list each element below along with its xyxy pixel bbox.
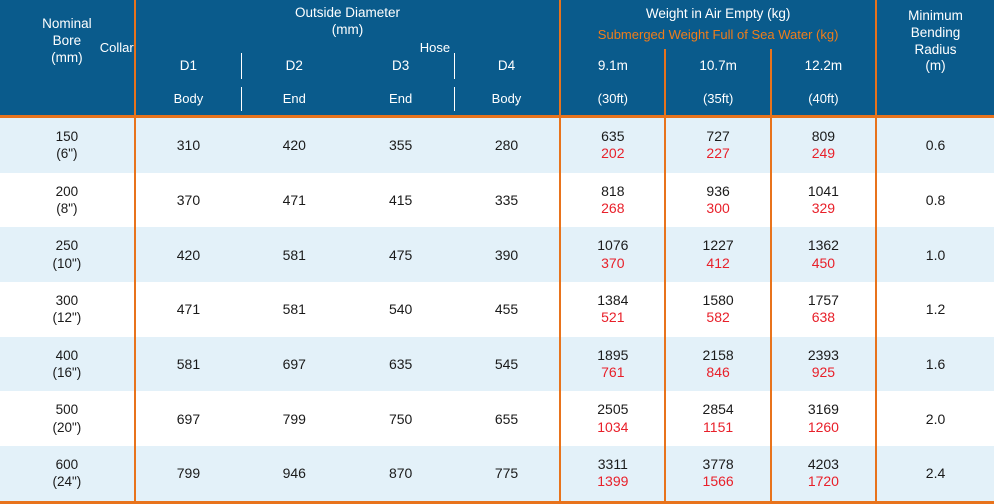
- weight-submerged: 1260: [807, 418, 839, 435]
- cell-d4: 655: [454, 391, 560, 446]
- header-hose-label: Hose: [419, 39, 451, 55]
- table-body: [0, 118, 994, 504]
- header-row-groups: [0, 0, 994, 25]
- weight-submerged: 450: [811, 254, 836, 271]
- weight-air: 3169: [807, 401, 839, 418]
- bore-mm: 200: [55, 183, 79, 199]
- header-d4-sub-text: Body: [491, 91, 522, 106]
- cell-weight-10-7m: [665, 391, 770, 446]
- header-d2-sub: [241, 83, 347, 115]
- table-row: [0, 282, 994, 337]
- bore-inch: (10"): [52, 255, 82, 271]
- weight-submerged: 1720: [807, 473, 839, 490]
- cell-weight-10-7m: [665, 446, 770, 501]
- header-d4-sub: [454, 83, 560, 115]
- cell-d3: 355: [347, 118, 453, 173]
- bore-mm: 150: [55, 128, 79, 144]
- cell-weight-9-1m: [560, 118, 665, 173]
- weight-submerged: 329: [811, 200, 836, 217]
- cell-bending-radius: 1.6: [876, 337, 994, 392]
- header-length-12-2m-ft: (40ft): [771, 83, 876, 115]
- weight-submerged: 1151: [703, 418, 734, 435]
- header-outside-diameter-line2: (mm): [331, 21, 364, 37]
- table-row: [0, 173, 994, 228]
- weight-air: 727: [706, 127, 730, 144]
- cell-d1: 697: [135, 391, 241, 446]
- table-row: [0, 446, 994, 501]
- weight-submerged: 638: [811, 309, 836, 326]
- header-d4-text: D4: [497, 57, 516, 73]
- cell-nominal-bore: [0, 227, 135, 282]
- header-length-9-1m: 9.1m: [560, 49, 665, 83]
- weight-air: 2854: [702, 401, 734, 418]
- weight-submerged: 582: [706, 309, 730, 326]
- cell-nominal-bore: [0, 337, 135, 392]
- cell-d4: 335: [454, 173, 560, 228]
- weight-air: 1757: [807, 291, 839, 308]
- header-weight-in-air: Weight in Air Empty (kg): [560, 0, 876, 25]
- bore-mm: 400: [55, 347, 79, 363]
- weight-submerged: 1566: [702, 473, 734, 490]
- cell-d3: 415: [347, 173, 453, 228]
- header-nominal-bore-line2: Bore: [52, 33, 82, 49]
- header-bend-line1: Minimum: [908, 7, 963, 23]
- cell-d2: 581: [241, 282, 347, 337]
- weight-submerged: 761: [601, 364, 625, 381]
- cell-bending-radius: 1.2: [876, 282, 994, 337]
- cell-d1: 471: [135, 282, 241, 337]
- cell-d2: 471: [241, 173, 347, 228]
- header-bend-line3: Radius: [914, 41, 957, 57]
- cell-d2: 420: [241, 118, 347, 173]
- header-d2-sub-text: End: [282, 91, 306, 106]
- cell-d3: 870: [347, 446, 453, 501]
- cell-weight-10-7m: [665, 337, 770, 392]
- cell-weight-12-2m: [771, 446, 876, 501]
- cell-weight-12-2m: [771, 391, 876, 446]
- weight-air: 1362: [807, 237, 839, 254]
- cell-bending-radius: 0.6: [876, 118, 994, 173]
- cell-weight-9-1m: [560, 282, 665, 337]
- header-d2-text: D2: [285, 57, 303, 73]
- cell-weight-12-2m: [771, 227, 876, 282]
- header-length-9-1m-ft: (30ft): [560, 83, 665, 115]
- cell-nominal-bore: [0, 118, 135, 173]
- cell-d3: 475: [347, 227, 453, 282]
- weight-submerged: 370: [601, 254, 625, 271]
- cell-bending-radius: 1.0: [876, 227, 994, 282]
- bore-inch: (24"): [52, 474, 82, 490]
- cell-d4: 775: [454, 446, 560, 501]
- bore-inch: (20"): [52, 419, 82, 435]
- cell-weight-9-1m: [560, 173, 665, 228]
- bore-inch: (12"): [52, 310, 82, 326]
- bore-inch: (16"): [52, 365, 82, 381]
- header-d4: [419, 39, 560, 83]
- cell-weight-12-2m: [771, 173, 876, 228]
- cell-weight-9-1m: [560, 446, 665, 501]
- header-d3-text: D3: [391, 57, 410, 73]
- cell-bending-radius: 2.0: [876, 391, 994, 446]
- cell-nominal-bore: [0, 173, 135, 228]
- weight-submerged: 227: [706, 145, 730, 162]
- cell-d4: 545: [454, 337, 560, 392]
- weight-submerged: 846: [706, 364, 730, 381]
- weight-air: 2393: [807, 346, 839, 363]
- cell-weight-9-1m: [560, 337, 665, 392]
- header-collar-label: Collar: [99, 39, 134, 55]
- weight-air: 818: [601, 182, 625, 199]
- cell-d3: 540: [347, 282, 453, 337]
- weight-air: 2505: [597, 401, 629, 418]
- bore-mm: 250: [55, 238, 79, 254]
- cell-d4: 455: [454, 282, 560, 337]
- cell-d1: 310: [135, 118, 241, 173]
- weight-air: 635: [601, 127, 625, 144]
- cell-weight-10-7m: [665, 173, 770, 228]
- weight-air: 2158: [702, 346, 734, 363]
- cell-weight-10-7m: [665, 118, 770, 173]
- header-d1-text: D1: [179, 57, 198, 73]
- cell-d1: 581: [135, 337, 241, 392]
- header-d1: [99, 39, 241, 83]
- cell-nominal-bore: [0, 391, 135, 446]
- cell-bending-radius: 0.8: [876, 173, 994, 228]
- header-nominal-spacer: [0, 83, 135, 115]
- weight-submerged: 521: [601, 309, 625, 326]
- weight-submerged: 412: [706, 254, 730, 271]
- cell-weight-12-2m: [771, 118, 876, 173]
- cell-weight-12-2m: [771, 282, 876, 337]
- header-nominal-bore-line1: Nominal: [42, 16, 92, 32]
- header-d2: [241, 49, 347, 83]
- weight-air: 1076: [597, 237, 629, 254]
- header-outside-diameter: [135, 0, 560, 49]
- cell-weight-9-1m: [560, 227, 665, 282]
- cell-d2: 581: [241, 227, 347, 282]
- header-row-subunits: [0, 83, 994, 115]
- weight-submerged: 202: [601, 145, 625, 162]
- bore-mm: 500: [55, 402, 79, 418]
- weight-air: 3778: [702, 455, 734, 472]
- header-minimum-bending-radius: [876, 0, 994, 83]
- table-header: [0, 0, 994, 118]
- weight-air: 809: [811, 127, 836, 144]
- bore-inch: (6"): [56, 146, 78, 162]
- header-bend-spacer: [876, 83, 994, 115]
- cell-d4: 390: [454, 227, 560, 282]
- cell-weight-10-7m: [665, 227, 770, 282]
- bore-mm: 600: [55, 456, 79, 472]
- table-row: [0, 337, 994, 392]
- cell-weight-10-7m: [665, 282, 770, 337]
- table-row: [0, 227, 994, 282]
- cell-weight-9-1m: [560, 391, 665, 446]
- header-nominal-bore-line3: (mm): [51, 50, 83, 65]
- cell-d1: 420: [135, 227, 241, 282]
- cell-d4: 280: [454, 118, 560, 173]
- table-row: [0, 391, 994, 446]
- header-bend-line4: (m): [925, 58, 946, 74]
- weight-submerged: 1034: [597, 418, 629, 435]
- weight-submerged: 249: [811, 145, 836, 162]
- weight-submerged: 268: [601, 200, 625, 217]
- header-d3-sub: End: [347, 83, 453, 115]
- weight-air: 1895: [597, 346, 629, 363]
- weight-air: 1384: [597, 291, 629, 308]
- table-row: [0, 118, 994, 173]
- weight-submerged: 925: [811, 364, 836, 381]
- cell-d2: 697: [241, 337, 347, 392]
- header-d1-sub: Body: [135, 83, 241, 115]
- header-submerged-weight: Submerged Weight Full of Sea Water (kg): [560, 25, 876, 49]
- weight-air: 1580: [702, 291, 734, 308]
- header-bend-line2: Bending: [910, 24, 961, 40]
- bore-inch: (8"): [56, 201, 78, 217]
- cell-d3: 635: [347, 337, 453, 392]
- cell-bending-radius: 2.4: [876, 446, 994, 501]
- weight-air: 1227: [702, 237, 734, 254]
- weight-air: 4203: [807, 455, 839, 472]
- weight-submerged: 300: [706, 200, 730, 217]
- bore-mm: 300: [55, 292, 79, 308]
- weight-air: 936: [706, 182, 730, 199]
- cell-d1: 799: [135, 446, 241, 501]
- cell-d3: 750: [347, 391, 453, 446]
- header-outside-diameter-line1: Outside Diameter: [294, 4, 400, 20]
- cell-nominal-bore: [0, 282, 135, 337]
- weight-air: 1041: [807, 182, 839, 199]
- cell-d2: 946: [241, 446, 347, 501]
- weight-air: 3311: [597, 455, 628, 472]
- cell-nominal-bore: [0, 446, 135, 501]
- cell-d1: 370: [135, 173, 241, 228]
- header-length-10-7m-ft: (35ft): [665, 83, 770, 115]
- header-row-columns: [0, 49, 994, 83]
- header-length-10-7m: 10.7m: [665, 49, 770, 83]
- cell-d2: 799: [241, 391, 347, 446]
- cell-weight-12-2m: [771, 337, 876, 392]
- weight-submerged: 1399: [597, 473, 629, 490]
- header-length-12-2m: 12.2m: [771, 49, 876, 83]
